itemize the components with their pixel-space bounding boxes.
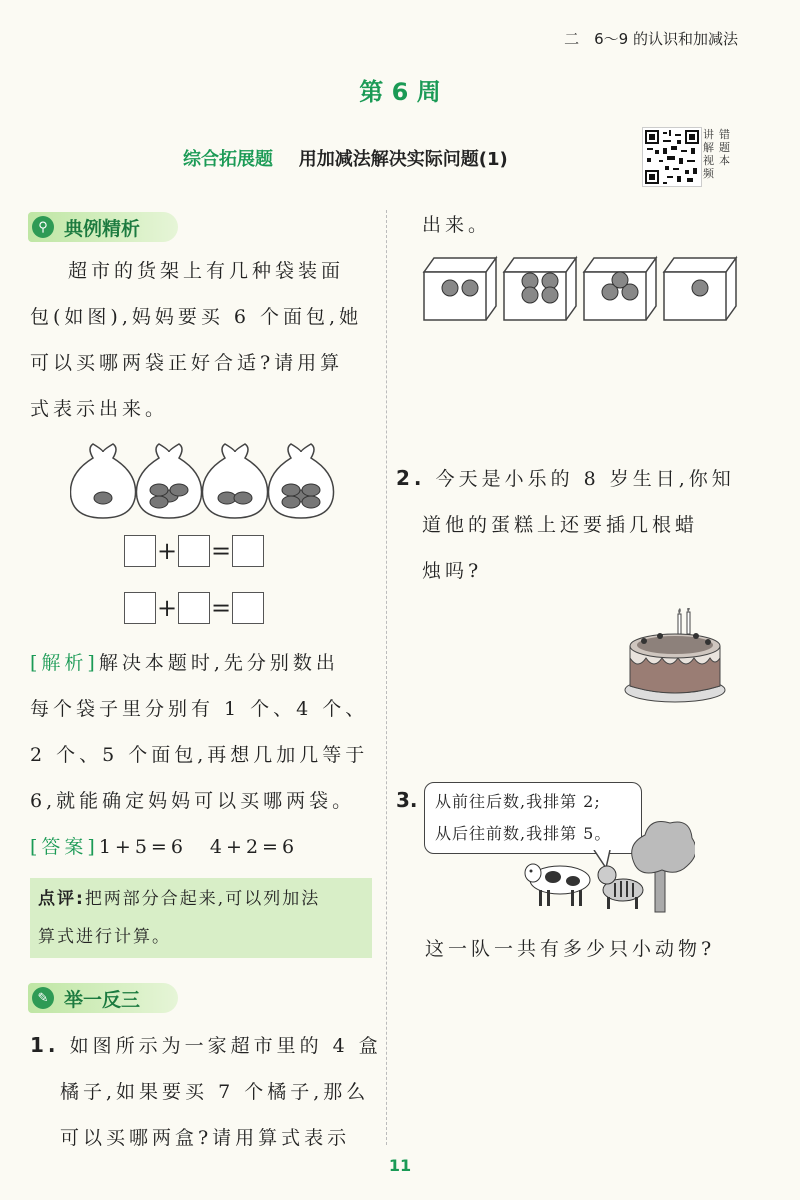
equation-blank-1: + =	[124, 535, 264, 567]
remark-line: 算式进行计算。	[38, 927, 171, 947]
animals-queue-illustration	[515, 815, 695, 920]
example-question	[30, 248, 380, 432]
answer-line	[30, 824, 380, 870]
bread	[150, 484, 168, 496]
analysis-line: 2 个、5 个面包,再想几加几等于	[30, 744, 369, 766]
orange-box	[504, 258, 576, 320]
practice-tag: ✎ 举一反三	[28, 983, 178, 1013]
week-title: 第 6 周	[359, 78, 441, 106]
section-title: 用加减法解决实际问题(1)	[298, 149, 508, 170]
answer-box[interactable]	[178, 592, 210, 624]
bread	[282, 484, 300, 496]
example-tag: ⚲ 典例精析	[28, 212, 178, 242]
question-1: 1. 如图所示为一家超市里的 4 盒 橘子,如果要买 7 个橘子,那么 可以买哪两盒?请用算式表示	[30, 1022, 382, 1161]
bread	[302, 496, 320, 508]
qr-caption-video: 讲解视频	[703, 128, 714, 180]
bubble-line: 从前往后数,我排第 2;	[435, 792, 601, 811]
question-line: 道他的蛋糕上还要插几根蜡	[422, 514, 699, 536]
example-line: 可以买哪两袋正好合适?请用算	[30, 352, 344, 374]
bread	[302, 484, 320, 496]
page-number: 11	[388, 1156, 412, 1175]
answer-box[interactable]	[232, 592, 264, 624]
bread-bags-illustration	[70, 440, 340, 520]
question-number: 3.	[396, 788, 418, 812]
equation-blank-2: + =	[124, 592, 264, 624]
answer-text: 1+5=6 4+2=6	[98, 836, 299, 858]
orange	[542, 287, 558, 303]
bread	[234, 492, 252, 504]
analysis-line: [解析]解决本题时,先分别数出	[30, 652, 339, 674]
question-number: 1.	[30, 1033, 60, 1057]
example-line: 超市的货架上有几种袋装面	[68, 260, 345, 282]
orange	[522, 287, 538, 303]
question-3-prompt: 这一队一共有多少只小动物?	[425, 938, 716, 960]
orange	[692, 280, 708, 296]
analysis-line: 6,就能确定妈妈可以买哪两袋。	[30, 790, 356, 812]
answer-label: [答案]	[30, 836, 99, 858]
bread	[218, 492, 236, 504]
section-label: 综合拓展题	[183, 149, 273, 170]
bread-bag	[136, 444, 201, 518]
orange	[442, 280, 458, 296]
answer-box[interactable]	[124, 592, 156, 624]
birthday-cake-illustration	[620, 608, 730, 708]
qr-caption-errors: 错题本	[719, 128, 730, 167]
example-line: 包(如图),妈妈要买 6 个面包,她	[30, 306, 363, 328]
question-line: 橘子,如果要买 7 个橘子,那么	[60, 1081, 370, 1103]
question-1-continued: 出来。	[422, 214, 492, 236]
question-number: 2.	[396, 466, 426, 490]
question-line: 烛吗?	[422, 560, 483, 582]
tiger	[598, 866, 643, 909]
orange	[462, 280, 478, 296]
remark-label: 点评:	[38, 889, 85, 909]
search-icon: ⚲	[32, 216, 54, 238]
bread	[282, 496, 300, 508]
answer-box[interactable]	[232, 535, 264, 567]
analysis-line: 每个袋子里分别有 1 个、4 个、	[30, 698, 369, 720]
bread-bag	[70, 444, 135, 518]
section-heading	[183, 145, 508, 171]
orange-box	[664, 258, 736, 320]
cow	[525, 864, 590, 906]
orange-box	[584, 258, 656, 320]
bubble-line: 从后往前数,我排第 5。	[435, 824, 612, 843]
qr-code[interactable]	[642, 127, 702, 187]
analysis-label: [解析]	[30, 652, 99, 674]
bread	[94, 492, 112, 504]
pencil-icon: ✎	[32, 987, 54, 1009]
bread-bag	[268, 444, 333, 518]
orange-box	[424, 258, 496, 320]
column-divider	[386, 210, 387, 1145]
chapter-title: 二 6～9 的认识和加减法	[564, 30, 738, 48]
bread-bag	[202, 444, 267, 518]
remark-box: 点评:把两部分合起来,可以列加法 算式进行计算。	[30, 878, 372, 958]
answer-box[interactable]	[124, 535, 156, 567]
question-line: 可以买哪两盒?请用算式表示	[60, 1127, 351, 1149]
orange	[612, 272, 628, 288]
bread	[150, 496, 168, 508]
example-line: 式表示出来。	[30, 398, 169, 420]
analysis	[30, 640, 380, 870]
orange-boxes-illustration	[420, 250, 750, 330]
bread	[170, 484, 188, 496]
question-2: 2. 今天是小乐的 8 岁生日,你知 道他的蛋糕上还要插几根蜡 烛吗?	[396, 455, 776, 594]
answer-box[interactable]	[178, 535, 210, 567]
